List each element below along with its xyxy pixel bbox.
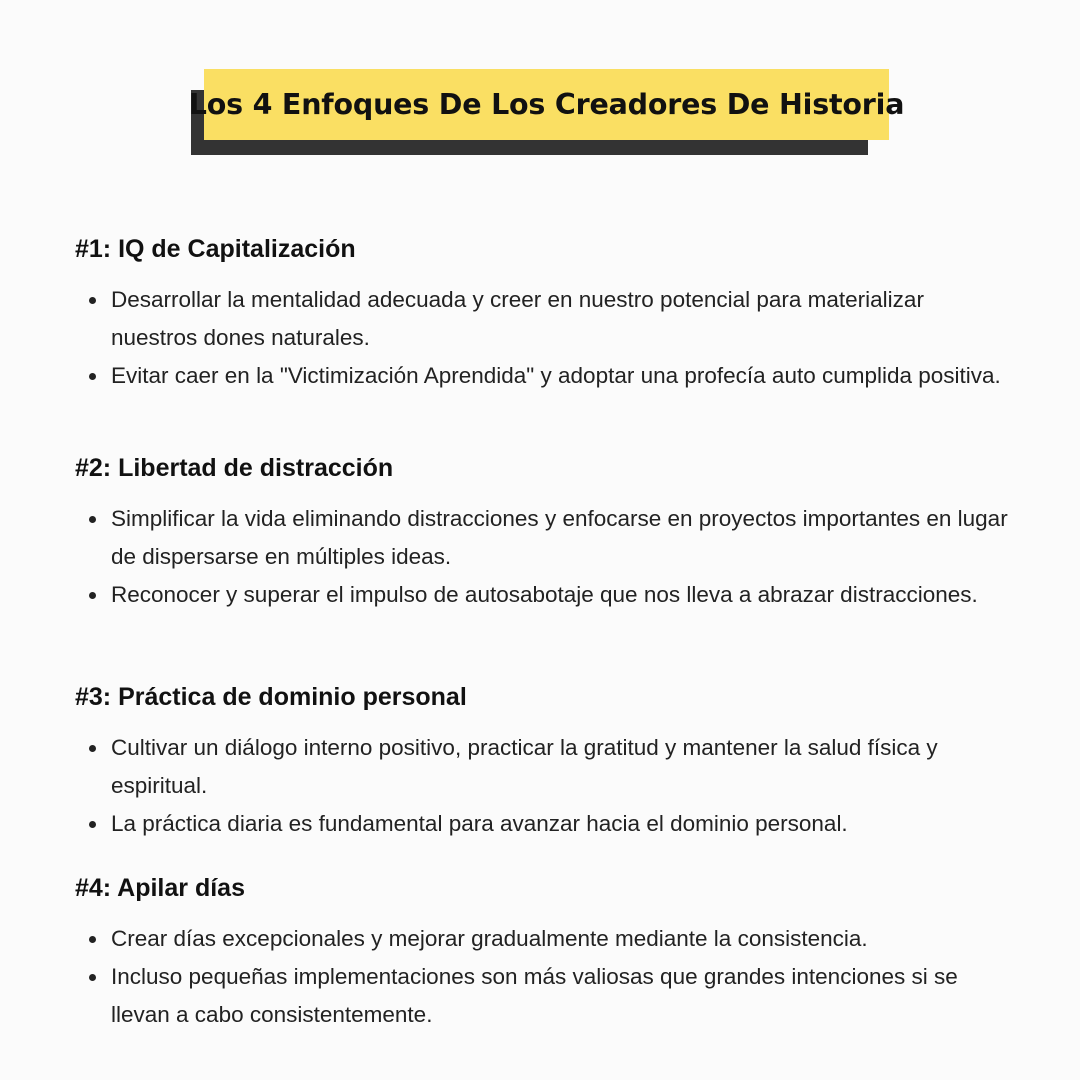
section-2-bullets [111,500,1011,614]
bullet-item: Crear días excepcionales y mejorar gradualmente mediante la consistencia. [111,920,1011,958]
bullet-item: Cultivar un diálogo interno positivo, practicar la gratitud y mantener la salud física y espiritual. [111,729,1011,805]
page-title: Los 4 Enfoques De Los Creadores De Historia [188,88,905,121]
section-heading-4: #4: Apilar días [75,874,245,902]
section-heading-1: #1: IQ de Capitalización [75,235,356,263]
bullet-item: Incluso pequeñas implementaciones son más valiosas que grandes intenciones si se llevan a cabo consistentemente. [111,958,1011,1034]
section-1-bullets [111,281,1011,395]
bullet-item: Simplificar la vida eliminando distracciones y enfocarse en proyectos importantes en lugar de dispersarse en múltiples ideas. [111,500,1011,576]
section-heading-3: #3: Práctica de dominio personal [75,683,467,711]
section-3-bullets [111,729,1011,843]
bullet-item: Desarrollar la mentalidad adecuada y creer en nuestro potencial para materializar nuestros dones naturales. [111,281,1011,357]
title-banner [188,69,905,140]
bullet-item: La práctica diaria es fundamental para avanzar hacia el dominio personal. [111,805,1011,843]
section-heading-2: #2: Libertad de distracción [75,454,394,482]
bullet-item: Reconocer y superar el impulso de autosabotaje que nos lleva a abrazar distracciones. [111,576,1011,614]
section-4-bullets [111,920,1011,1034]
bullet-item: Evitar caer en la "Victimización Aprendida" y adoptar una profecía auto cumplida positiva. [111,357,1011,395]
